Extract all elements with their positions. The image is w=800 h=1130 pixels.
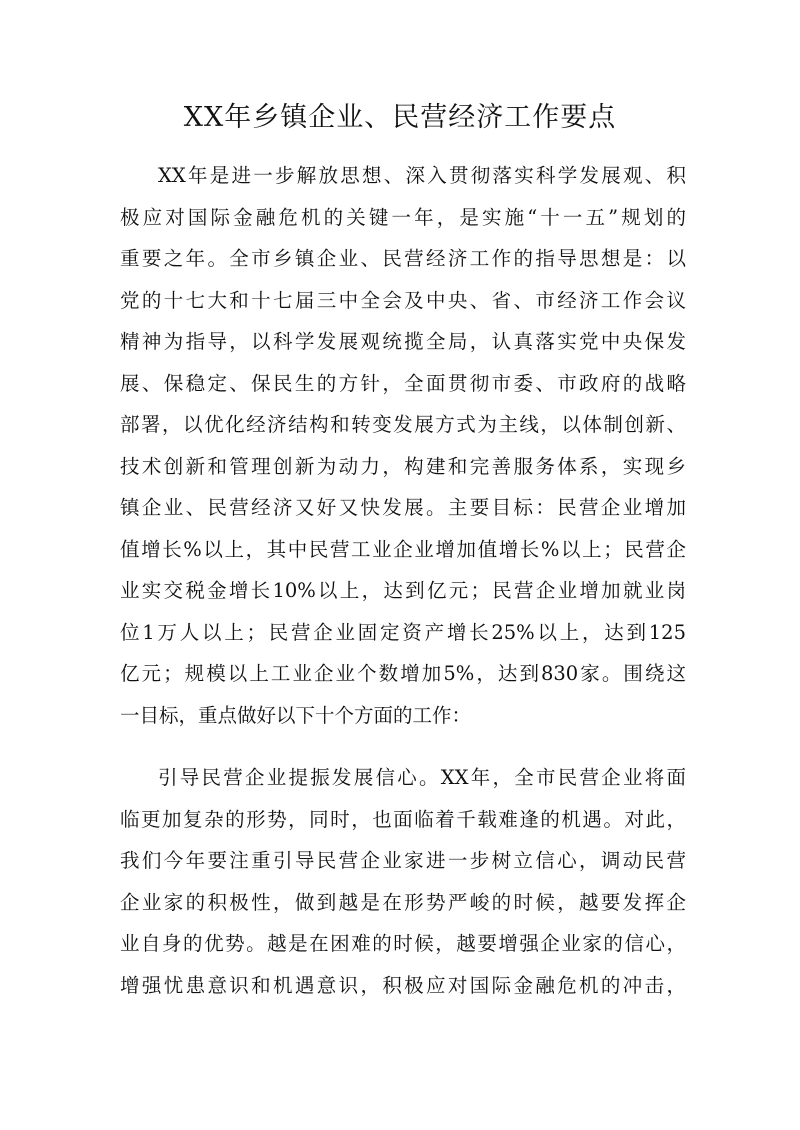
paragraph-line: 引导民营企业提振发展信心。XX年，全市民营企业将面 bbox=[158, 766, 686, 789]
paragraph-line: 临更加复杂的形势，同时，也面临着千载难逢的机遇。对此， bbox=[120, 807, 686, 831]
document-title: XX年乡镇企业、民营经济工作要点 bbox=[183, 102, 617, 133]
paragraph-line: 企业家的积极性，做到越是在形势严峻的时候，越要发挥企 bbox=[120, 890, 686, 914]
paragraph-line: 我们今年要注重引导民营企业家进一步树立信心，调动民营 bbox=[120, 849, 686, 872]
paragraph-line: 一目标，重点做好以下十个方面的工作： bbox=[120, 703, 472, 727]
paragraph-line: 重要之年。全市乡镇企业、民营经济工作的指导思想是：以 bbox=[120, 247, 686, 270]
paragraph-line: 精神为指导，以科学发展观统揽全局，认真落实党中央保发 bbox=[120, 330, 686, 353]
paragraph-line: 极应对国际金融危机的关键一年，是实施“十一五”规划的 bbox=[120, 205, 686, 229]
paragraph-line: 展、保稳定、保民生的方针，全面贯彻市委、市政府的战略 bbox=[120, 371, 686, 395]
paragraph-line: XX年是进一步解放思想、深入贯彻落实科学发展观、积 bbox=[158, 164, 686, 187]
paragraph-confidence bbox=[120, 757, 686, 1006]
paragraph-line: 亿元；规模以上工业企业个数增加5%，达到830家。围绕这 bbox=[120, 662, 686, 685]
paragraph-line: 部署，以优化经济结构和转变发展方式为主线，以体制创新、 bbox=[120, 413, 686, 436]
paragraph-line: 增强忧患意识和机遇意识，积极应对国际金融危机的冲击， bbox=[120, 973, 686, 997]
paragraph-line: 技术创新和管理创新为动力，构建和完善服务体系，实现乡 bbox=[120, 454, 686, 478]
paragraph-line: 业实交税金增长10%以上，达到亿元；民营企业增加就业岗 bbox=[120, 579, 686, 602]
paragraph-line: 业自身的优势。越是在困难的时候，越要增强企业家的信心， bbox=[120, 932, 686, 955]
paragraph-line: 位1万人以上；民营企业固定资产增长25%以上，达到125 bbox=[120, 620, 686, 644]
paragraph-line: 镇企业、民营经济又好又快发展。主要目标：民营企业增加 bbox=[120, 496, 686, 519]
paragraph-line: 值增长%以上，其中民营工业企业增加值增长%以上；民营企 bbox=[120, 537, 686, 561]
paragraph-line: 党的十七大和十七届三中全会及中央、省、市经济工作会议 bbox=[120, 288, 686, 312]
paragraph-intro bbox=[120, 155, 686, 736]
